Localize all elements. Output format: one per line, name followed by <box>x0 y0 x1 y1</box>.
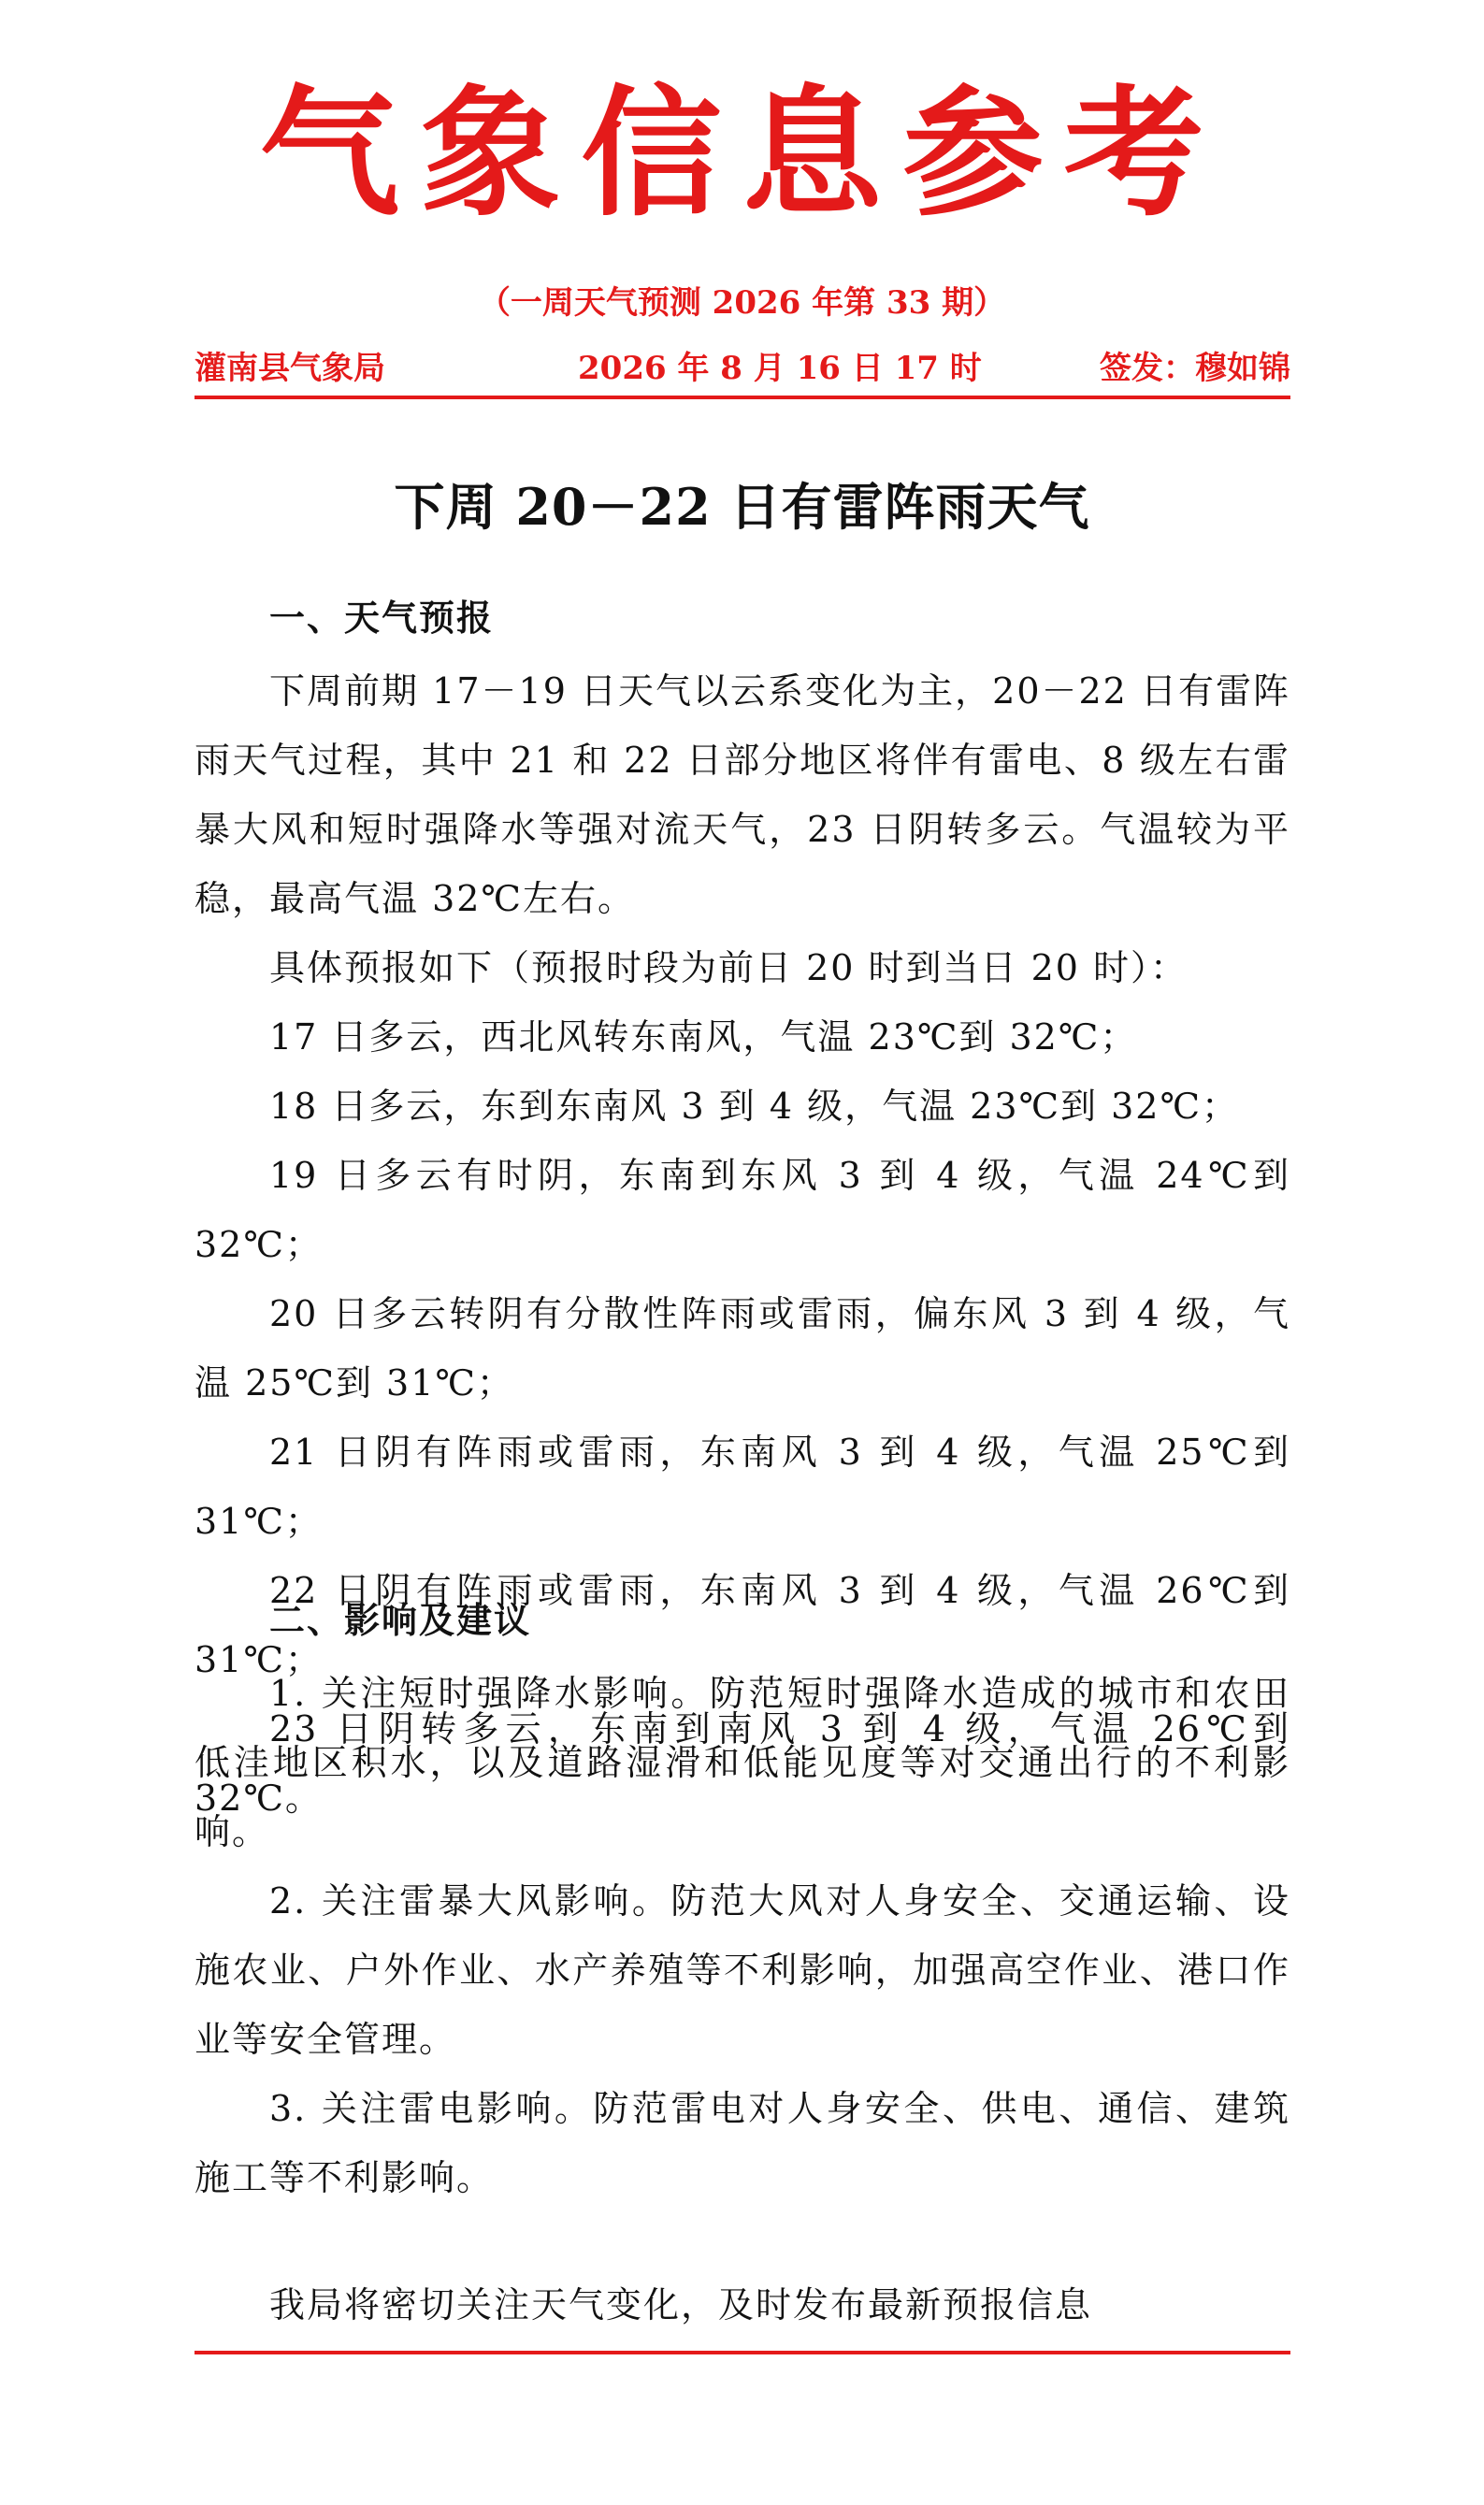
masthead-title: 气象信息参考 <box>259 73 1225 236</box>
forecast-day: 22 日阴有阵雨或雷雨，东南风 3 到 4 级，气温 26℃到 31℃； <box>195 1570 1290 1680</box>
forecast-summary: 下周前期 17－19 日天气以云系变化为主，20－22 日有雷阵雨天气过程，其中 21 和 22 日部分地区将伴有雷电、8 级左右雷暴大风和短时强降水等强对流天气，23 日阴转多云。气温较为平稳，最高气温 32℃左右。 <box>195 670 1290 919</box>
issue-time: 2026 年 8 月 16 日 17 时 <box>578 350 982 387</box>
issue-number: （一周天气预测 2026 年第 33 期） <box>478 284 1006 322</box>
advice-item: 3. 关注雷电影响。防范雷电对人身安全、供电、通信、建筑施工等不利影响。 <box>195 2088 1290 2198</box>
advice-section <box>195 1586 1290 2212</box>
header-divider <box>195 396 1290 399</box>
header-meta <box>195 342 1290 389</box>
forecast-day: 19 日多云有时阴，东南到东风 3 到 4 级，气温 24℃到 32℃； <box>195 1155 1290 1265</box>
forecast-intro: 具体预报如下（预报时段为前日 20 时到当日 20 时）： <box>269 947 1189 988</box>
advice-item: 2. 关注雷暴大风影响。防范大风对人身安全、交通运输、设施农业、户外作业、水产养殖等不利影响，加强高空作业、港口作业等安全管理。 <box>195 1880 1290 2060</box>
forecast-day: 17 日多云，西北风转东南风，气温 23℃到 32℃； <box>269 1016 1138 1058</box>
advice-item: 1. 关注短时强降水影响。防范短时强降水造成的城市和农田低洼地区积水，以及道路湿滑和低能见度等对交通出行的不利影响。 <box>195 1673 1290 1852</box>
closing-note: 我局将密切关注天气变化，及时发布最新预报信息 <box>269 2284 1093 2325</box>
agency-name: 灌南县气象局 <box>195 350 385 387</box>
page-title: 下周 20－22 日有雷阵雨天气 <box>394 477 1090 537</box>
section-heading-forecast: 一、天气预报 <box>269 597 495 639</box>
signer: 签发：穆如锦 <box>1100 350 1290 387</box>
footer-divider <box>195 2351 1290 2354</box>
forecast-day: 23 日阴转多云，东南到南风 3 到 4 级，气温 26℃到 32℃。 <box>195 1708 1290 1819</box>
section-heading-advice: 二、影响及建议 <box>269 1600 532 1641</box>
forecast-day: 21 日阴有阵雨或雷雨，东南风 3 到 4 级，气温 25℃到 31℃； <box>195 1432 1290 1542</box>
forecast-day: 20 日多云转阴有分散性阵雨或雷雨，偏东风 3 到 4 级，气温 25℃到 31℃； <box>195 1293 1290 1404</box>
forecast-day: 18 日多云，东到东南风 3 到 4 级，气温 23℃到 32℃； <box>269 1086 1239 1127</box>
